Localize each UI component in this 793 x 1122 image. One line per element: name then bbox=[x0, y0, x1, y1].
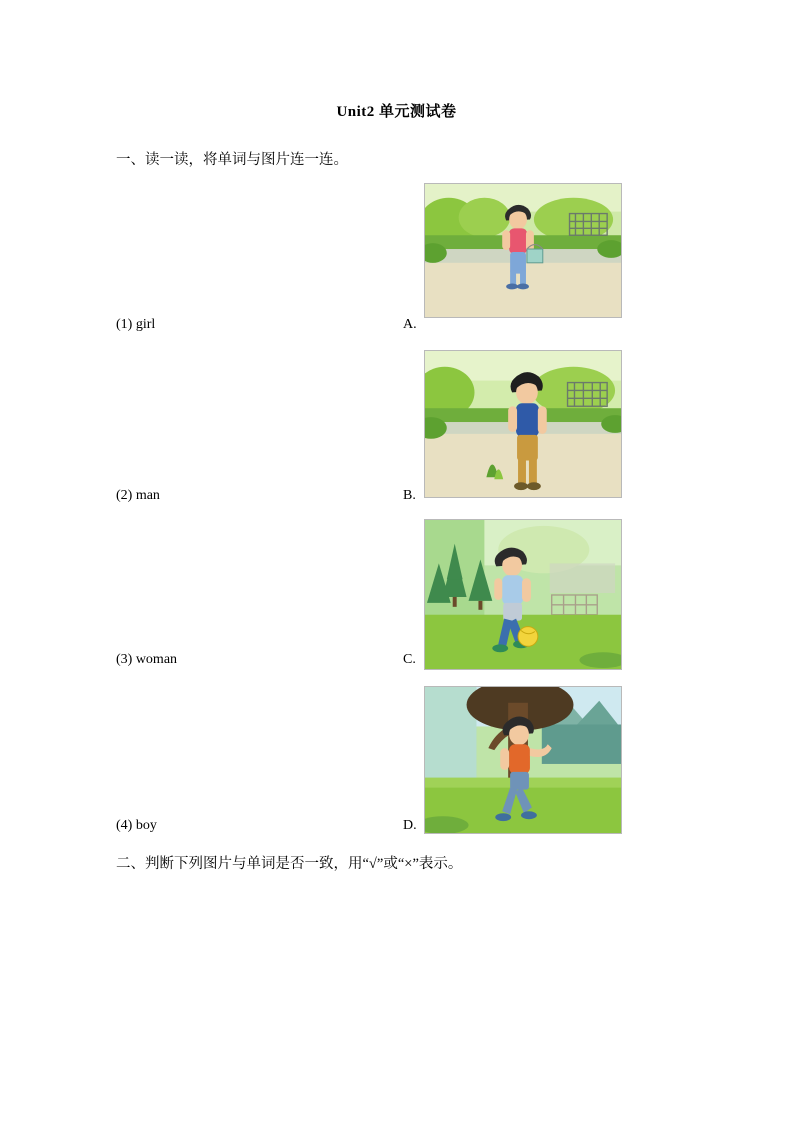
option-letter-a: A. bbox=[403, 317, 417, 332]
picture-option-d bbox=[424, 686, 622, 834]
picture-option-b bbox=[424, 350, 622, 498]
list-item-2: (2) man bbox=[116, 488, 160, 503]
section-heading-2: 二、判断下列图片与单词是否一致，用“√”或“×”表示。 bbox=[116, 856, 463, 872]
option-letter-b: B. bbox=[403, 488, 416, 503]
section-heading-1: 一、读一读，将单词与图片连一连。 bbox=[116, 152, 348, 168]
list-item-1: (1) girl bbox=[116, 317, 156, 332]
page-title: Unit2 单元测试卷 bbox=[336, 104, 457, 120]
option-letter-d: D. bbox=[403, 818, 417, 833]
list-item-3: (3) woman bbox=[116, 652, 178, 667]
picture-option-a bbox=[424, 183, 622, 318]
option-letter-c: C. bbox=[403, 652, 416, 667]
list-item-4: (4) boy bbox=[116, 818, 157, 833]
picture-option-c bbox=[424, 519, 622, 670]
